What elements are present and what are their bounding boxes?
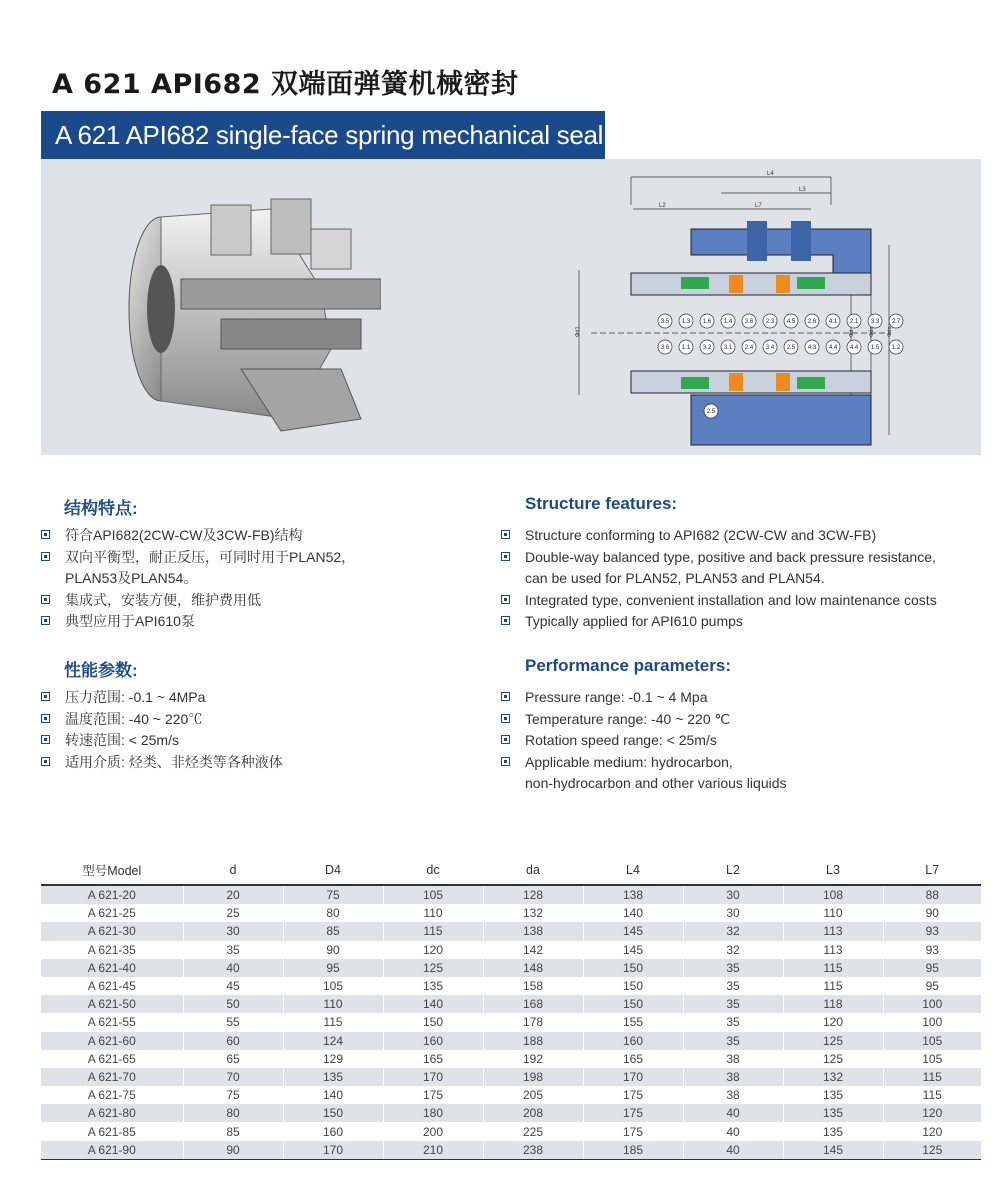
model-cell: A 621-60 bbox=[41, 1032, 183, 1050]
model-cell: A 621-90 bbox=[41, 1141, 183, 1160]
value-cell: 32 bbox=[683, 922, 783, 940]
value-cell: 38 bbox=[683, 1086, 783, 1104]
value-cell: 158 bbox=[483, 977, 583, 995]
value-cell: 35 bbox=[183, 941, 283, 959]
features-en-heading: Structure features: bbox=[525, 494, 678, 513]
model-cell: A 621-70 bbox=[41, 1068, 183, 1086]
value-cell: 145 bbox=[583, 941, 683, 959]
part-label: 2.7 bbox=[891, 319, 901, 325]
value-cell: 155 bbox=[583, 1013, 683, 1031]
value-cell: 160 bbox=[583, 1032, 683, 1050]
value-cell: 135 bbox=[783, 1122, 883, 1140]
square-bullet-icon bbox=[41, 595, 50, 604]
value-cell: 20 bbox=[183, 885, 283, 904]
value-cell: 115 bbox=[883, 1068, 981, 1086]
value-cell: 200 bbox=[383, 1122, 483, 1140]
list-item: 转速范围: < 25m/s bbox=[41, 730, 471, 752]
model-cell: A 621-75 bbox=[87, 1088, 136, 1103]
model-cell: A 621-20 bbox=[41, 885, 183, 904]
value-cell: 115 bbox=[283, 1013, 383, 1031]
value-cell: 150 bbox=[383, 1013, 483, 1031]
part-label: 1.5 bbox=[870, 345, 880, 351]
table-row bbox=[41, 959, 981, 977]
value-cell: 132 bbox=[483, 904, 583, 922]
dim-label-l4: L4 bbox=[767, 171, 774, 177]
part-label: 1.2 bbox=[891, 345, 901, 351]
value-cell: 150 bbox=[583, 959, 683, 977]
params-cn-list bbox=[41, 687, 471, 773]
value-cell: 118 bbox=[783, 995, 883, 1013]
value-cell: 120 bbox=[383, 941, 483, 959]
value-cell: 110 bbox=[783, 904, 883, 922]
model-cell: A 621-30 bbox=[41, 922, 183, 940]
product-image-panel bbox=[41, 159, 981, 455]
value-cell: 30 bbox=[183, 922, 283, 940]
value-cell: 129 bbox=[283, 1050, 383, 1068]
value-cell: 140 bbox=[383, 995, 483, 1013]
value-cell: 25 bbox=[183, 904, 283, 922]
value-cell: 85 bbox=[183, 1122, 283, 1140]
value-cell: 93 bbox=[883, 922, 981, 940]
list-item: 适用介质: 烃类、非烃类等各种液体 bbox=[41, 752, 471, 774]
value-cell: 40 bbox=[683, 1122, 783, 1140]
table-row bbox=[41, 1086, 981, 1104]
part-label: 1.3 bbox=[681, 319, 691, 325]
value-cell: 150 bbox=[283, 1104, 383, 1122]
value-cell: 165 bbox=[583, 1050, 683, 1068]
column-header-l2: L2 bbox=[683, 856, 783, 885]
list-item: 集成式，安装方便，维护费用低 bbox=[41, 590, 471, 612]
value-cell: 105 bbox=[883, 1032, 981, 1050]
value-cell: 168 bbox=[483, 995, 583, 1013]
value-cell: 175 bbox=[583, 1122, 683, 1140]
value-cell: 35 bbox=[683, 1013, 783, 1031]
value-cell: 210 bbox=[383, 1141, 483, 1160]
value-cell: 148 bbox=[483, 959, 583, 977]
part-label: 4.4 bbox=[828, 345, 838, 351]
value-cell: 32 bbox=[683, 941, 783, 959]
part-label: 4.1 bbox=[828, 319, 838, 325]
table-row bbox=[41, 1104, 981, 1122]
value-cell: 180 bbox=[383, 1104, 483, 1122]
dim-label-l2: L2 bbox=[659, 203, 666, 209]
dim-label-dc: Φdc bbox=[869, 326, 875, 337]
value-cell: 80 bbox=[283, 904, 383, 922]
value-cell: 90 bbox=[183, 1141, 283, 1160]
square-bullet-icon bbox=[501, 530, 510, 539]
square-bullet-icon bbox=[41, 552, 50, 561]
table-body bbox=[41, 885, 981, 1159]
value-cell: 135 bbox=[783, 1104, 883, 1122]
column-header-dc: dc bbox=[383, 856, 483, 885]
value-cell: 192 bbox=[483, 1050, 583, 1068]
value-cell: 115 bbox=[883, 1086, 981, 1104]
value-cell: 145 bbox=[783, 1141, 883, 1160]
part-label: 4.4 bbox=[849, 345, 859, 351]
list-item: 温度范围: -40 ~ 220℃ bbox=[41, 709, 471, 731]
table-row bbox=[41, 941, 981, 959]
value-cell: 75 bbox=[283, 885, 383, 904]
value-cell: 150 bbox=[583, 995, 683, 1013]
value-cell: 170 bbox=[283, 1141, 383, 1160]
square-bullet-icon bbox=[41, 714, 50, 723]
table-row bbox=[41, 1050, 981, 1068]
value-cell: 30 bbox=[683, 904, 783, 922]
list-item: Structure conforming to API682 (2CW-CW and 3CW-FB) bbox=[501, 525, 971, 547]
column-header-da: da bbox=[483, 856, 583, 885]
table-header-row bbox=[41, 856, 981, 885]
column-header-l4: L4 bbox=[583, 856, 683, 885]
table-row bbox=[41, 1141, 981, 1160]
value-cell: 120 bbox=[783, 1013, 883, 1031]
column-header-d: d bbox=[183, 856, 283, 885]
value-cell: 110 bbox=[383, 904, 483, 922]
dimension-table bbox=[41, 856, 981, 1160]
column-header-l7: L7 bbox=[883, 856, 981, 885]
model-cell: A 621-50 bbox=[41, 995, 183, 1013]
value-cell: 93 bbox=[883, 941, 981, 959]
model-cell: A 621-55 bbox=[87, 1015, 136, 1030]
value-cell: 110 bbox=[283, 995, 383, 1013]
value-cell: 115 bbox=[783, 959, 883, 977]
value-cell: 95 bbox=[883, 959, 981, 977]
value-cell: 175 bbox=[583, 1104, 683, 1122]
value-cell: 125 bbox=[383, 959, 483, 977]
square-bullet-icon bbox=[501, 757, 510, 766]
seal-cross-section-drawing bbox=[571, 165, 911, 455]
list-item: 双向平衡型，耐正反压，可同时用于PLAN52， PLAN53及PLAN54。 bbox=[41, 547, 471, 590]
value-cell: 88 bbox=[883, 885, 981, 904]
part-label: 3.1 bbox=[723, 345, 733, 351]
value-cell: 138 bbox=[483, 922, 583, 940]
value-cell: 165 bbox=[383, 1050, 483, 1068]
value-cell: 35 bbox=[683, 995, 783, 1013]
value-cell: 38 bbox=[683, 1068, 783, 1086]
features-en-list bbox=[501, 525, 971, 633]
value-cell: 120 bbox=[883, 1104, 981, 1122]
value-cell: 85 bbox=[283, 922, 383, 940]
square-bullet-icon bbox=[41, 616, 50, 625]
value-cell: 170 bbox=[383, 1068, 483, 1086]
dim-label-d: Φd bbox=[849, 329, 855, 337]
model-cell: A 621-40 bbox=[41, 959, 183, 977]
column-header-d4: D4 bbox=[283, 856, 383, 885]
dim-label-da: Φda bbox=[887, 326, 893, 337]
value-cell: 125 bbox=[883, 1141, 981, 1160]
list-item: Typically applied for API610 pumps bbox=[501, 611, 971, 633]
value-cell: 198 bbox=[483, 1068, 583, 1086]
table-row bbox=[41, 904, 981, 922]
value-cell: 108 bbox=[783, 885, 883, 904]
model-cell: A 621-35 bbox=[87, 942, 136, 957]
part-label: 4.5 bbox=[786, 319, 796, 325]
value-cell: 140 bbox=[583, 904, 683, 922]
value-cell: 80 bbox=[183, 1104, 283, 1122]
value-cell: 132 bbox=[783, 1068, 883, 1086]
value-cell: 40 bbox=[683, 1141, 783, 1160]
part-label: 4.3 bbox=[807, 345, 817, 351]
value-cell: 115 bbox=[783, 977, 883, 995]
value-cell: 138 bbox=[583, 885, 683, 904]
square-bullet-icon bbox=[501, 552, 510, 561]
model-cell: A 621-45 bbox=[87, 979, 136, 994]
value-cell: 38 bbox=[683, 1050, 783, 1068]
value-cell: 208 bbox=[483, 1104, 583, 1122]
part-label: 3.4 bbox=[765, 345, 775, 351]
dim-label-l7: L7 bbox=[755, 203, 762, 209]
part-label: 2.5 bbox=[706, 409, 716, 415]
value-cell: 90 bbox=[283, 941, 383, 959]
list-item: Temperature range: -40 ~ 220 ℃ bbox=[501, 709, 971, 731]
value-cell: 60 bbox=[183, 1032, 283, 1050]
model-cell: A 621-85 bbox=[87, 1124, 136, 1139]
part-label: 2.5 bbox=[786, 345, 796, 351]
value-cell: 205 bbox=[483, 1086, 583, 1104]
list-item: Applicable medium: hydrocarbon, non-hydrocarbon and other various liquids bbox=[501, 752, 971, 795]
part-label: 1.1 bbox=[681, 345, 691, 351]
value-cell: 35 bbox=[683, 977, 783, 995]
model-cell: A 621-25 bbox=[87, 906, 136, 921]
square-bullet-icon bbox=[501, 692, 510, 701]
square-bullet-icon bbox=[501, 714, 510, 723]
square-bullet-icon bbox=[41, 757, 50, 766]
value-cell: 95 bbox=[883, 977, 981, 995]
value-cell: 35 bbox=[683, 959, 783, 977]
value-cell: 128 bbox=[483, 885, 583, 904]
list-item: 典型应用于API610泵 bbox=[41, 611, 471, 633]
table-row bbox=[41, 995, 981, 1013]
value-cell: 115 bbox=[383, 922, 483, 940]
part-label: 2.3 bbox=[765, 319, 775, 325]
part-label: 3.3 bbox=[870, 319, 880, 325]
square-bullet-icon bbox=[41, 735, 50, 744]
features-cn-list bbox=[41, 525, 471, 633]
seal-3d-render bbox=[121, 169, 381, 449]
table-row bbox=[41, 1122, 981, 1140]
value-cell: 124 bbox=[283, 1032, 383, 1050]
square-bullet-icon bbox=[501, 735, 510, 744]
part-label: 3.6 bbox=[660, 345, 670, 351]
value-cell: 95 bbox=[283, 959, 383, 977]
list-item: Integrated type, convenient installation and low maintenance costs bbox=[501, 590, 971, 612]
square-bullet-icon bbox=[501, 595, 510, 604]
value-cell: 90 bbox=[883, 904, 981, 922]
value-cell: 45 bbox=[183, 977, 283, 995]
list-item: 符合API682(2CW-CW及3CW-FB)结构 bbox=[41, 525, 471, 547]
value-cell: 105 bbox=[283, 977, 383, 995]
list-item: 压力范围: -0.1 ~ 4MPa bbox=[41, 687, 471, 709]
value-cell: 188 bbox=[483, 1032, 583, 1050]
part-label: 2.4 bbox=[744, 345, 754, 351]
part-label: 3.5 bbox=[660, 319, 670, 325]
dim-label-d1: Φd1 bbox=[575, 326, 581, 337]
part-label: 1.6 bbox=[702, 319, 712, 325]
value-cell: 113 bbox=[783, 941, 883, 959]
value-cell: 140 bbox=[283, 1086, 383, 1104]
page-title-banner: A 621 API682 single-face spring mechanical seal bbox=[41, 111, 605, 159]
model-cell: A 621-80 bbox=[41, 1104, 183, 1122]
value-cell: 175 bbox=[383, 1086, 483, 1104]
features-cn-heading: 结构特点: bbox=[64, 499, 138, 518]
table-row bbox=[41, 977, 981, 995]
value-cell: 113 bbox=[783, 922, 883, 940]
value-cell: 75 bbox=[183, 1086, 283, 1104]
value-cell: 178 bbox=[483, 1013, 583, 1031]
value-cell: 135 bbox=[783, 1086, 883, 1104]
square-bullet-icon bbox=[501, 616, 510, 625]
value-cell: 175 bbox=[583, 1086, 683, 1104]
table-row bbox=[41, 885, 981, 904]
column-header-model: 型号Model bbox=[41, 856, 183, 885]
value-cell: 170 bbox=[583, 1068, 683, 1086]
model-cell: A 621-65 bbox=[87, 1051, 136, 1066]
value-cell: 100 bbox=[883, 1013, 981, 1031]
params-en-list bbox=[501, 687, 971, 795]
square-bullet-icon bbox=[41, 530, 50, 539]
part-label: 3.6 bbox=[744, 319, 754, 325]
part-label: 2.6 bbox=[807, 319, 817, 325]
value-cell: 145 bbox=[583, 922, 683, 940]
params-en-heading: Performance parameters: bbox=[525, 656, 731, 675]
value-cell: 55 bbox=[183, 1013, 283, 1031]
dim-label-l3: L3 bbox=[799, 187, 806, 193]
value-cell: 50 bbox=[183, 995, 283, 1013]
list-item: Pressure range: -0.1 ~ 4 Mpa bbox=[501, 687, 971, 709]
value-cell: 160 bbox=[283, 1122, 383, 1140]
list-item: Rotation speed range: < 25m/s bbox=[501, 730, 971, 752]
value-cell: 100 bbox=[883, 995, 981, 1013]
value-cell: 105 bbox=[883, 1050, 981, 1068]
value-cell: 120 bbox=[883, 1122, 981, 1140]
part-label: 3.2 bbox=[702, 345, 712, 351]
part-label: 1.4 bbox=[723, 319, 733, 325]
value-cell: 185 bbox=[583, 1141, 683, 1160]
page-title-cn: A 621 API682 双端面弹簧机械密封 bbox=[52, 69, 519, 100]
value-cell: 150 bbox=[583, 977, 683, 995]
value-cell: 40 bbox=[683, 1104, 783, 1122]
value-cell: 238 bbox=[483, 1141, 583, 1160]
value-cell: 225 bbox=[483, 1122, 583, 1140]
params-cn-heading: 性能参数: bbox=[64, 661, 138, 680]
value-cell: 125 bbox=[783, 1032, 883, 1050]
value-cell: 135 bbox=[283, 1068, 383, 1086]
value-cell: 125 bbox=[783, 1050, 883, 1068]
value-cell: 160 bbox=[383, 1032, 483, 1050]
table-row bbox=[41, 922, 981, 940]
value-cell: 40 bbox=[183, 959, 283, 977]
column-header-l3: L3 bbox=[783, 856, 883, 885]
table-row bbox=[41, 1013, 981, 1031]
table-row bbox=[41, 1068, 981, 1086]
part-label: 2.1 bbox=[849, 319, 859, 325]
list-item: Double-way balanced type, positive and back pressure resistance, can be used for PLAN52, PLAN53 and PLAN54. bbox=[501, 547, 971, 590]
value-cell: 30 bbox=[683, 885, 783, 904]
table-row bbox=[41, 1032, 981, 1050]
value-cell: 70 bbox=[183, 1068, 283, 1086]
square-bullet-icon bbox=[41, 692, 50, 701]
value-cell: 105 bbox=[383, 885, 483, 904]
value-cell: 142 bbox=[483, 941, 583, 959]
value-cell: 135 bbox=[383, 977, 483, 995]
value-cell: 35 bbox=[683, 1032, 783, 1050]
value-cell: 65 bbox=[183, 1050, 283, 1068]
